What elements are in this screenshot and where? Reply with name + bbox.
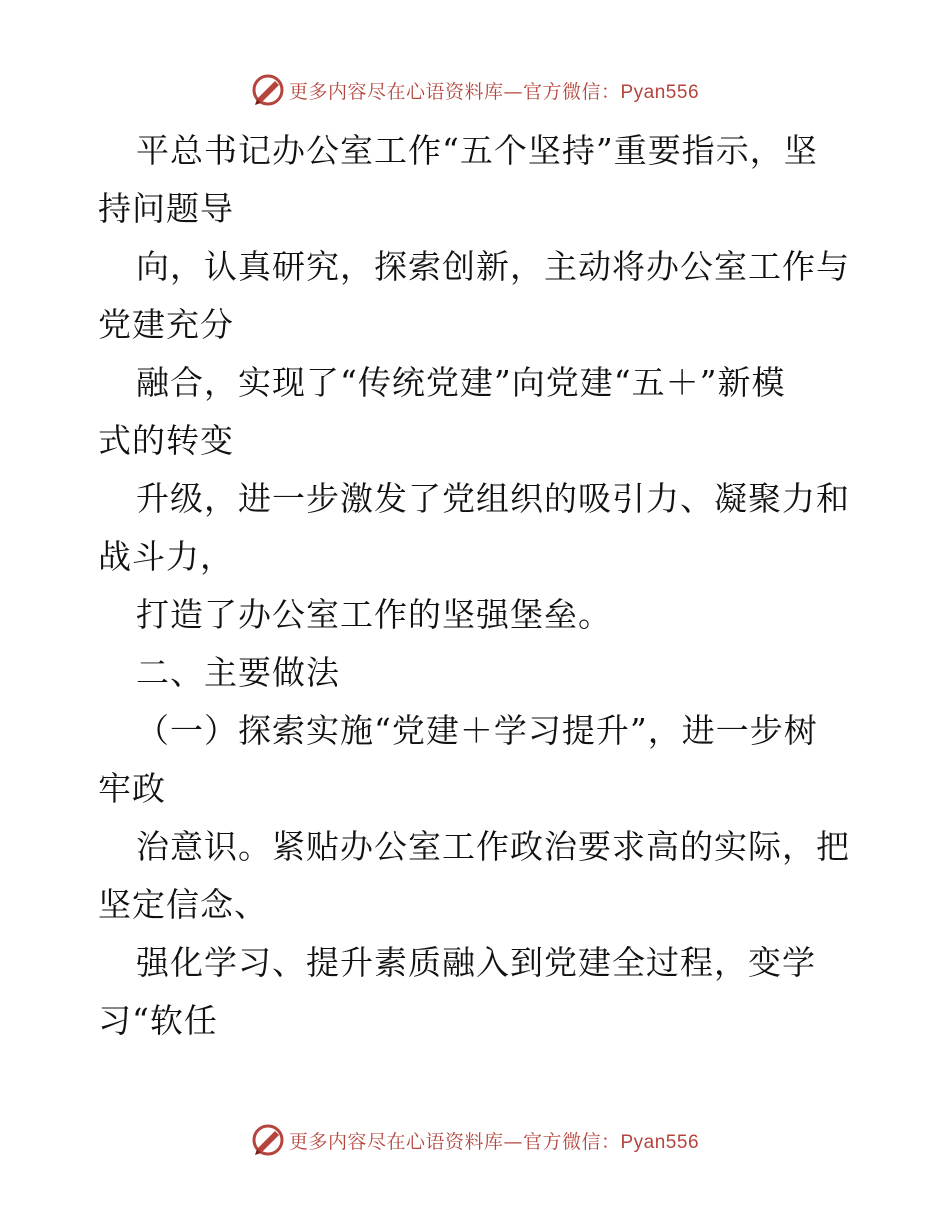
pen-in-circle-logo-icon [251,73,285,107]
footer-banner-handle: Pyan556 [620,1131,700,1153]
body-line: （一）探索实施“党建＋学习提升”，进一步树 [136,711,818,750]
body-line: 升级，进一步激发了党组织的吸引力、凝聚力和 [136,479,850,518]
header-banner-text [289,77,699,104]
pen-in-circle-logo-icon [251,1123,285,1157]
body-line: 式的转变 [98,421,234,460]
header-banner-label: 更多内容尽在心语资料库—官方微信： [288,80,621,103]
body-line: 平总书记办公室工作“五个坚持”重要指示，坚 [136,131,818,170]
body-line: 打造了办公室工作的坚强堡垒。 [136,595,612,634]
body-line: 习“软任 [98,1001,218,1040]
body-line: 强化学习、提升素质融入到党建全过程，变学 [136,943,816,982]
body-line: 持问题导 [98,189,234,228]
body-line: 融合，实现了“传统党建”向党建“五＋”新模 [136,363,786,402]
body-line: 坚定信念、 [98,885,268,924]
body-line: 党建充分 [98,305,234,344]
header-banner-handle: Pyan556 [620,81,700,103]
body-line: 战斗力， [98,537,234,576]
footer-banner-text [289,1127,699,1154]
footer-banner [0,1120,950,1160]
footer-banner-label: 更多内容尽在心语资料库—官方微信： [288,1130,621,1153]
header-banner [0,70,950,110]
body-line: 向，认真研究，探索创新，主动将办公室工作与 [136,247,850,286]
body-line: 牢政 [98,769,166,808]
body-line: 治意识。紧贴办公室工作政治要求高的实际，把 [136,827,850,866]
document-body [98,122,858,1050]
section-heading: 二、主要做法 [136,653,340,692]
